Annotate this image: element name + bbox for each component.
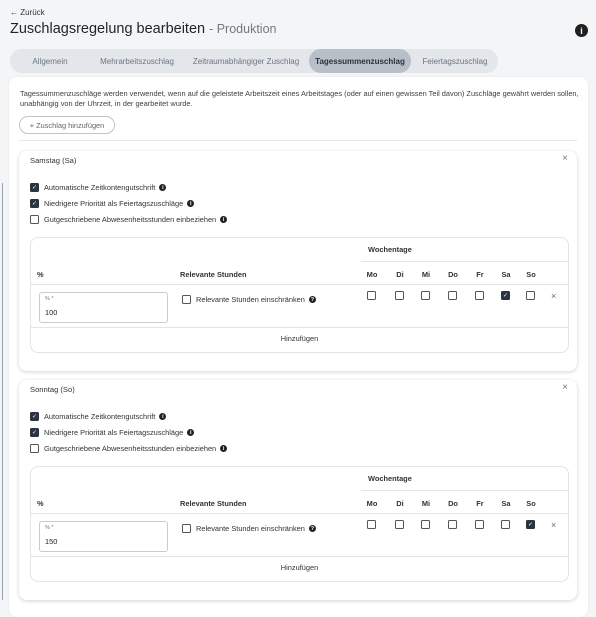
option-label: Niedrigere Priorität als Feiertagszuschläge [44, 428, 184, 437]
option-label: Niedrigere Priorität als Feiertagszuschläge [44, 199, 184, 208]
row-divider [31, 284, 568, 285]
restrict-hours-option [182, 295, 316, 304]
option-auto-credit [30, 183, 166, 192]
surcharge-table [30, 466, 569, 582]
checkbox-day-sa[interactable]: ✓ [502, 292, 509, 299]
checkbox-day-so[interactable] [526, 291, 535, 300]
info-icon[interactable]: i [220, 445, 227, 452]
restrict-hours-option [182, 524, 316, 533]
col-day-sa: Sa [501, 499, 511, 508]
col-day-di: Di [396, 499, 404, 508]
col-day-fr: Fr [476, 270, 484, 279]
percent-input-value: 150 [45, 537, 58, 546]
checkbox-day-do[interactable] [448, 291, 457, 300]
checkbox-restrict-hours[interactable] [182, 524, 191, 533]
option-include-absence [30, 444, 227, 453]
description-text: Tagessummenzuschläge werden verwendet, wenn auf die geleistete Arbeitszeit eines Arbeitstages (oder auf einen gewissen Teil davon) Zuschläge gewährt werden sollen, unabhängig von der Uhrzeit, in der gearbeitet wurde. [20, 89, 579, 108]
percent-input-label: % * [45, 525, 54, 531]
rule-card-sonntag [19, 380, 577, 600]
option-auto-credit [30, 412, 166, 421]
option-label: Automatische Zeitkontengutschrift [44, 183, 156, 192]
row-divider [31, 327, 568, 328]
divider [19, 140, 577, 141]
restrict-hours-label: Relevante Stunden einschränken [196, 295, 305, 304]
percent-input[interactable] [39, 292, 168, 323]
tab-bar [10, 49, 498, 73]
help-icon[interactable]: ? [310, 296, 315, 303]
percent-input-label: % * [45, 296, 54, 302]
checkbox-auto-credit[interactable]: ✓ [31, 413, 38, 420]
option-include-absence [30, 215, 227, 224]
col-day-mi: Mi [421, 270, 431, 279]
option-label: Automatische Zeitkontengutschrift [44, 412, 156, 421]
percent-input[interactable] [39, 521, 168, 552]
col-day-mo: Mo [366, 270, 378, 279]
close-icon[interactable]: × [562, 382, 568, 393]
col-day-so: So [526, 270, 536, 279]
checkbox-day-sa[interactable] [501, 520, 510, 529]
col-percent: % [37, 499, 44, 508]
col-percent: % [37, 270, 44, 279]
col-day-fr: Fr [476, 499, 484, 508]
checkbox-restrict-hours[interactable] [182, 295, 191, 304]
percent-input-value: 100 [45, 308, 58, 317]
checkbox-lower-priority[interactable]: ✓ [31, 200, 38, 207]
tab-allgemein[interactable] [10, 49, 90, 73]
help-icon[interactable]: ? [310, 525, 315, 532]
checkbox-day-fr[interactable] [475, 291, 484, 300]
checkbox-lower-priority[interactable]: ✓ [31, 429, 38, 436]
header-divider [361, 261, 568, 262]
col-day-di: Di [396, 270, 404, 279]
page-title: Zuschlagsregelung bearbeiten [10, 21, 206, 37]
rule-title: Samstag (Sa) [30, 156, 77, 165]
add-surcharge-label: + Zuschlag hinzufügen [29, 120, 105, 130]
weekdays-header: Wochentage [368, 474, 412, 483]
row-divider [31, 513, 568, 514]
restrict-hours-label: Relevante Stunden einschränken [196, 524, 305, 533]
info-icon[interactable]: i [220, 216, 227, 223]
add-surcharge-button[interactable] [19, 116, 115, 134]
col-day-do: Do [448, 270, 458, 279]
info-icon[interactable]: i [187, 429, 194, 436]
checkbox-day-di[interactable] [395, 291, 404, 300]
tab-label: Zeitraumabhängiger Zuschlag [192, 56, 300, 66]
info-icon[interactable]: i [159, 184, 166, 191]
col-day-so: So [526, 499, 536, 508]
col-day-mi: Mi [421, 499, 431, 508]
tab-label: Tagessummenzuschlag [315, 56, 405, 66]
rule-title: Sonntag (So) [30, 385, 75, 394]
checkbox-day-do[interactable] [448, 520, 457, 529]
remove-row-icon[interactable]: × [551, 291, 557, 301]
back-link[interactable] [10, 8, 45, 17]
info-icon[interactable]: i [187, 200, 194, 207]
add-row-button[interactable]: Hinzufügen [280, 563, 319, 572]
tab-label: Mehrarbeitszuschlag [100, 56, 174, 66]
checkbox-auto-credit[interactable]: ✓ [31, 184, 38, 191]
checkbox-day-mi[interactable] [421, 520, 430, 529]
checkbox-day-so[interactable]: ✓ [527, 521, 534, 528]
option-lower-priority [30, 428, 194, 437]
option-label: Gutgeschriebene Abwesenheitsstunden einbeziehen [44, 215, 217, 224]
tab-tagessummenzuschlag[interactable] [309, 49, 411, 73]
row-divider [31, 556, 568, 557]
rule-card-samstag [19, 151, 577, 371]
col-relevant-hours: Relevante Stunden [180, 270, 247, 279]
col-relevant-hours: Relevante Stunden [180, 499, 247, 508]
option-lower-priority [30, 199, 194, 208]
remove-row-icon[interactable]: × [551, 520, 557, 530]
page-subtitle: - Produktion [209, 22, 277, 36]
page-title-row [10, 21, 276, 37]
tab-label: Allgemein [32, 56, 68, 66]
surcharge-table [30, 237, 569, 353]
add-row-button[interactable]: Hinzufügen [280, 334, 319, 343]
checkbox-day-fr[interactable] [475, 520, 484, 529]
header-divider [361, 490, 568, 491]
tab-zeitraumabhaengiger-zuschlag[interactable] [184, 49, 308, 73]
checkbox-include-absence[interactable] [30, 215, 39, 224]
option-label: Gutgeschriebene Abwesenheitsstunden einbeziehen [44, 444, 217, 453]
checkbox-day-di[interactable] [395, 520, 404, 529]
tab-label: Feiertagszuschlag [422, 56, 488, 66]
tab-mehrarbeitszuschlag[interactable] [92, 49, 182, 73]
checkbox-day-mi[interactable] [421, 291, 430, 300]
left-divider [2, 183, 3, 600]
checkbox-include-absence[interactable] [30, 444, 39, 453]
col-day-sa: Sa [501, 270, 511, 279]
col-day-mo: Mo [366, 499, 378, 508]
info-icon[interactable]: i [575, 24, 588, 37]
info-icon[interactable]: i [159, 413, 166, 420]
close-icon[interactable]: × [562, 153, 568, 164]
checkbox-day-mo[interactable] [367, 291, 376, 300]
tab-feiertagszuschlag[interactable] [412, 49, 498, 73]
checkbox-day-mo[interactable] [367, 520, 376, 529]
weekdays-header: Wochentage [368, 245, 412, 254]
col-day-do: Do [448, 499, 458, 508]
back-link-label: ← Zurück [10, 8, 45, 17]
